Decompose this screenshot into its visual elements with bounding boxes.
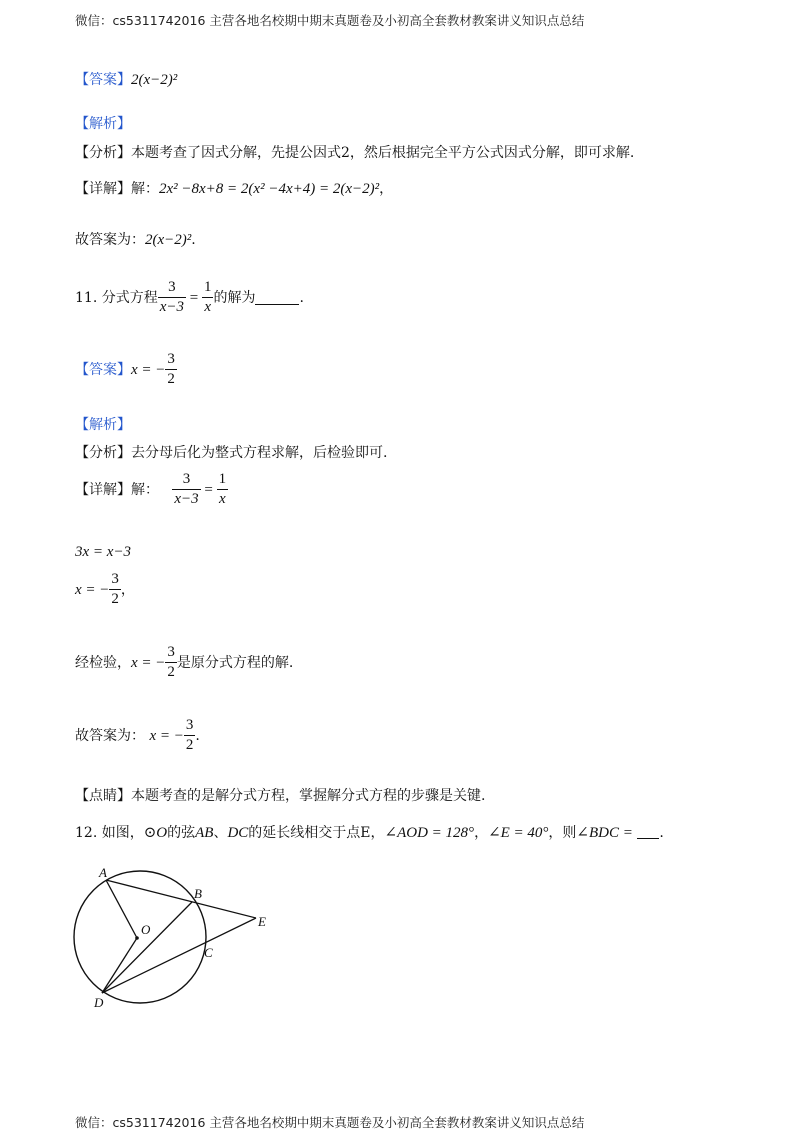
q12-chord2: DC [227,825,249,841]
q11-detail-prefix: 解： [131,481,159,498]
q12-angle2: ∠E = 40° [488,825,549,841]
q11-conclusion-prefix: 故答案为： [75,727,145,744]
q11-answer-frac [165,350,177,389]
q11-comment-line [75,787,485,805]
q11-frac-left [158,278,186,317]
page-header: 微信：cs5311742016 主营各地名校期中期末真题卷及小初高全套教材教案讲义知识点总结 [75,13,585,28]
q11-frac-right [202,278,214,317]
answer-tag: 【答案】 [75,361,131,378]
frac-denominator: 2 [185,737,194,753]
frac-numerator: 3 [109,570,121,590]
q12-stem-f: . [659,825,664,841]
frac-numerator: 3 [165,643,177,663]
q11-conclusion-x: x = − [149,727,184,744]
analysis-tag: 【解析】 [75,417,131,433]
q11-answer-line [75,350,177,389]
q12-angle3: ∠BDC = [576,825,633,841]
q11-step2 [75,570,135,609]
q12-circle-symbol: ⊙O [143,825,168,841]
detail-tag: 【详解】 [75,481,131,498]
circle-geometry-figure [70,862,280,1012]
frac-numerator: 3 [165,350,177,370]
q10-conclusion-math: 2(x−2)² [145,232,192,248]
q11-check-frac [165,643,177,682]
q11-detail-frac-left [172,470,200,509]
fenxi-tag: 【分析】 [75,445,131,461]
frac-denominator: 2 [111,591,119,607]
frac-numerator: 3 [158,278,186,298]
label-a: A [99,865,107,880]
q10-detail-suffix: ， [379,181,394,197]
q12-stem-e: ，则 [548,825,577,841]
q11-step2-x: x = − [75,581,110,598]
analysis-tag: 【解析】 [75,116,131,132]
q12-stem-a: 如图， [101,825,144,841]
label-b: B [194,886,202,901]
q11-check-x: x = − [131,654,166,671]
q10-detail-math: 2x² −8x+8 = 2(x² −4x+4) = 2(x−2)² [159,181,380,197]
page-footer: 微信：cs5311742016 主营各地名校期中期末真题卷及小初高全套教材教案讲义知识点总结 [75,1115,585,1130]
frac-numerator: 3 [184,716,196,736]
q11-step1: 3x = x−3 [75,544,132,560]
q11-detail-line: 【详解】 解： $\frac{3}{x-3}$ = $\frac{1}{x}$ [75,471,227,507]
q11-conclusion-frac [184,716,196,755]
q10-fenxi-text: 本题考查了因式分解，先提公因式2，然后根据完全平方公式因式分解，即可求解. [131,145,635,161]
frac-denominator: 2 [167,371,175,387]
q10-fenxi-line [75,144,634,162]
frac-denominator: x [204,299,212,315]
q11-step2-suffix: ， [120,581,135,598]
frac-numerator: 1 [202,278,214,298]
frac-denominator: x [219,491,226,507]
line-db [102,902,192,993]
q12-stem-b: 的弦 [167,825,196,841]
q11-stem-prefix: 分式方程 [101,289,158,306]
circle-o [74,871,206,1003]
answer-blank [637,824,659,839]
q11-fenxi-line [75,444,387,462]
q11-fenxi-text: 去分母后化为整式方程求解，后检验即可. [131,445,388,461]
q12-stem-d: ， [474,825,489,841]
q12-number: 12. [75,825,98,841]
label-e: E [258,914,266,929]
detail-tag: 【详解】 [75,181,131,197]
q10-conclusion-suffix: . [191,232,196,248]
answer-tag: 【答案】 [75,72,131,88]
frac-denominator: x−3 [174,491,199,507]
frac-numerator: 1 [217,470,229,490]
q10-conclusion-line [75,231,196,249]
q11-detail-frac-right [217,470,229,509]
q12-angle1: ∠AOD = 128° [384,825,475,841]
frac-denominator: 2 [167,664,175,680]
label-o: O [141,922,151,937]
q11-check-suffix: 是原分式方程的解. [176,654,294,671]
q11-stem-suffix: 的解为 [213,289,256,306]
fenxi-tag: 【分析】 [75,145,131,161]
q11-conclusion-line [75,716,200,755]
q10-detail-line [75,180,393,198]
q10-answer-line [75,71,177,89]
q11-conclusion-suffix: . [195,727,200,744]
q10-detail-prefix: 解： [131,181,159,197]
q11-answer-x: x = − [131,361,166,378]
frac-denominator: x−3 [159,299,184,315]
q10-answer-math: 2(x−2)² [131,72,178,88]
q10-conclusion-prefix: 故答案为： [75,232,145,248]
center-point [135,936,139,940]
frac-numerator: 3 [172,470,200,490]
q12-stem [75,824,664,842]
comment-tag: 【点睛】 [75,788,131,804]
q11-check-line [75,643,293,682]
line-ao [106,880,137,938]
label-c: C [204,945,213,960]
q11-stem: 11. 分式方程 $\frac{3}{x-3}$ = $\frac{1}{x}$ 的解为 . [75,279,304,315]
label-d: D [94,995,104,1010]
q11-step2-frac [109,570,121,609]
q11-number: 11. [75,289,98,306]
answer-blank [255,290,299,305]
q12-stem-c: 的延长线相交于点E， [248,825,385,841]
q11-comment-text: 本题考查的是解分式方程，掌握解分式方程的步骤是关键. [131,788,486,804]
q11-check-prefix: 经检验， [75,654,131,671]
q12-sep: 、 [213,825,228,841]
q12-chord1: AB [195,825,214,841]
